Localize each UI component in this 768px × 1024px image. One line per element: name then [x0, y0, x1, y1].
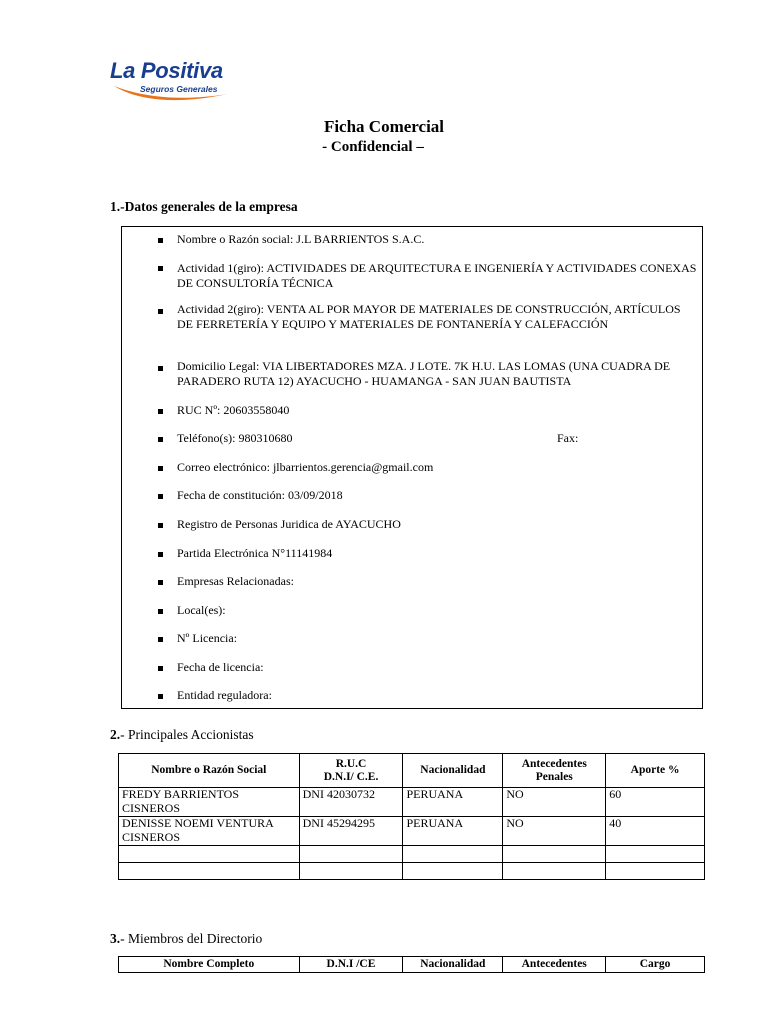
column-header: Nombre o Razón Social — [119, 754, 300, 788]
list-item-locales: Local(es): — [177, 603, 226, 617]
column-header: Nacionalidad — [403, 754, 503, 788]
section2-heading-text: - Principales Accionistas — [120, 727, 254, 742]
table-cell: NO — [503, 817, 606, 846]
column-header: Nacionalidad — [403, 957, 503, 973]
list-item-actividad-1: Actividad 1(giro): ACTIVIDADES DE ARQUITECTURA E INGENIERÍA Y ACTIVIDADES CONEXAS DE CONSULTORÍA TÉCNICA — [177, 261, 697, 290]
bullet-icon — [158, 694, 163, 699]
bullet-icon — [158, 494, 163, 499]
bullet-icon — [158, 580, 163, 585]
column-header: Antecedentes — [503, 957, 606, 973]
section3-number: 3. — [110, 931, 121, 946]
section1-heading: 1.-Datos generales de la empresa — [110, 199, 298, 214]
page-subtitle: - Confidencial – — [322, 139, 424, 155]
table-row — [119, 846, 705, 863]
table-cell: FREDY BARRIENTOS CISNEROS — [119, 788, 300, 817]
bullet-icon — [158, 552, 163, 557]
table-cell: DNI 45294295 — [299, 817, 403, 846]
bullet-icon — [158, 466, 163, 471]
list-item-telefono — [177, 431, 697, 446]
directorio-table — [118, 956, 705, 973]
telefono-text: Teléfono(s): 980310680 — [177, 431, 293, 445]
table-cell: 40 — [606, 817, 705, 846]
section2-number: 2. — [110, 727, 121, 742]
bullet-icon — [158, 523, 163, 528]
list-item-correo: Correo electrónico: jlbarrientos.gerencia@gmail.com — [177, 460, 434, 474]
table-cell — [503, 846, 606, 863]
column-header: R.U.C D.N.I/ C.E. — [299, 754, 403, 788]
table-row — [119, 817, 705, 846]
table-cell — [299, 863, 403, 880]
table-header-row — [119, 957, 705, 973]
list-item-domicilio: Domicilio Legal: VIA LIBERTADORES MZA. J LOTE. 7K H.U. LAS LOMAS (UNA CUADRA DE PARADERO RUTA 12) AYACUCHO - HUAMANGA - SAN JUAN BAUTISTA — [177, 359, 671, 388]
table-cell — [403, 846, 503, 863]
fax-label: Fax: — [557, 431, 579, 445]
table-cell — [119, 863, 300, 880]
column-header: Aporte % — [606, 754, 705, 788]
table-cell: PERUANA — [403, 788, 503, 817]
accionistas-table — [118, 753, 705, 880]
section3-heading — [110, 931, 262, 947]
bullet-icon — [158, 238, 163, 243]
list-item-licencia: Nº Licencia: — [177, 631, 238, 645]
list-item-empresas: Empresas Relacionadas: — [177, 574, 294, 588]
list-item-fecha-licencia: Fecha de licencia: — [177, 660, 264, 674]
table-cell — [606, 846, 705, 863]
table-cell: DNI 42030732 — [299, 788, 403, 817]
list-item-razon-social: Nombre o Razón social: J.L BARRIENTOS S.A.C. — [177, 232, 425, 246]
column-header: Cargo — [606, 957, 705, 973]
column-header: D.N.I /CE — [299, 957, 403, 973]
list-item-fecha-constitucion: Fecha de constitución: 03/09/2018 — [177, 488, 343, 502]
logo-name: La Positiva — [110, 58, 223, 83]
table-cell — [299, 846, 403, 863]
bullet-icon — [158, 266, 163, 271]
table-cell: NO — [503, 788, 606, 817]
table-cell: DENISSE NOEMI VENTURA CISNEROS — [119, 817, 300, 846]
company-logo — [110, 58, 250, 108]
bullet-icon — [158, 366, 163, 371]
bullet-icon — [158, 437, 163, 442]
table-cell: 60 — [606, 788, 705, 817]
table-row — [119, 863, 705, 880]
company-data-box — [121, 226, 703, 709]
table-header-row — [119, 754, 705, 788]
list-item-registro: Registro de Personas Juridica de AYACUCHO — [177, 517, 401, 531]
bullet-icon — [158, 409, 163, 414]
column-header: Nombre Completo — [119, 957, 300, 973]
table-cell: PERUANA — [403, 817, 503, 846]
table-cell — [403, 863, 503, 880]
list-item-ruc: RUC Nº: 20603558040 — [177, 403, 290, 417]
page-title: Ficha Comercial — [323, 117, 445, 136]
bullet-icon — [158, 609, 163, 614]
bullet-icon — [158, 309, 163, 314]
table-cell — [119, 846, 300, 863]
section2-heading — [110, 727, 254, 743]
bullet-icon — [158, 637, 163, 642]
table-row — [119, 788, 705, 817]
column-header: Antecedentes Penales — [503, 754, 606, 788]
logo-tagline: Seguros Generales — [140, 84, 218, 94]
table-cell — [606, 863, 705, 880]
list-item-entidad: Entidad reguladora: — [177, 688, 272, 702]
list-item-partida: Partida Electrónica N°11141984 — [177, 546, 333, 560]
bullet-icon — [158, 666, 163, 671]
table-cell — [503, 863, 606, 880]
list-item-actividad-2: Actividad 2(giro): VENTA AL POR MAYOR DE MATERIALES DE CONSTRUCCIÓN, ARTÍCULOS DE FERRETERÍA Y EQUIPO Y MATERIALES DE FONTANERÍA Y CALEFACCIÓN — [177, 302, 681, 331]
section3-heading-text: - Miembros del Directorio — [120, 931, 263, 946]
